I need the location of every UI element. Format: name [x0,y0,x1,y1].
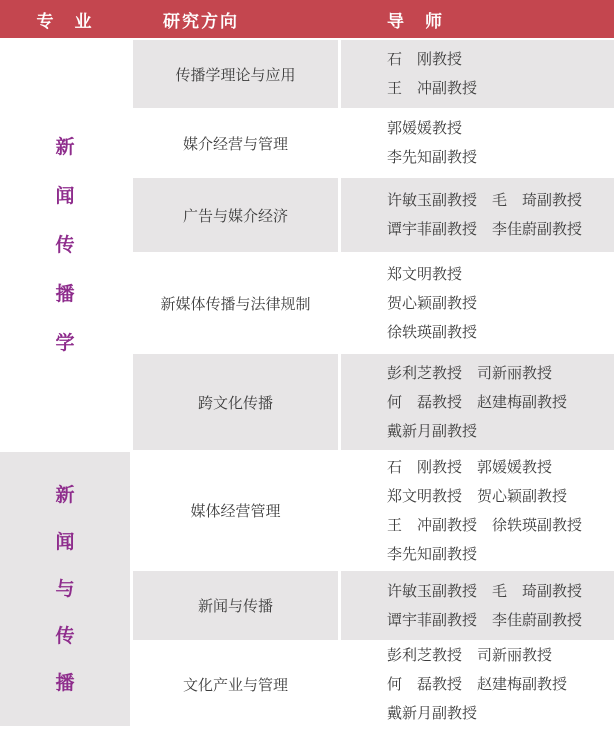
advisor-line: 彭利芝教授 司新丽教授 [387,364,553,382]
advisor-line: 郑文明教授 贺心颖副教授 [387,487,568,505]
major-cell-journalism-communication-studies [0,40,130,450]
advisor-cell [341,110,614,176]
advisor-cell [341,571,614,640]
advisor-line: 谭宇菲副教授 李佳蔚副教授 [387,221,583,238]
advisor-line: 戴新月副教授 [387,422,478,440]
advisor-line: 许敏玉副教授 毛 琦副教授 [387,192,583,209]
direction-cell: 新媒体传播与法律规制 [133,254,338,352]
advisor-cell [341,642,614,726]
major-char: 传 [55,234,75,256]
major-char: 闻 [55,531,75,553]
table-header [0,0,614,38]
direction-cell: 跨文化传播 [133,354,338,450]
header-direction: 研究方向 [163,11,239,31]
advisor-line: 李先知副教授 [387,545,478,563]
advisor-cell [341,452,614,569]
advisor-cell [341,178,614,252]
advisor-line: 石 刚教授 [387,51,463,68]
direction-cell: 新闻与传播 [133,571,338,640]
advisor-line: 郑文明教授 [387,265,463,283]
advisor-line: 谭宇菲副教授 李佳蔚副教授 [387,611,583,629]
advisor-line: 李先知副教授 [387,149,478,166]
advisor-line: 徐轶瑛副教授 [387,323,478,341]
advisor-line: 戴新月副教授 [387,704,478,722]
advisor-line: 石 刚教授 郭媛媛教授 [387,458,553,476]
major-char: 传 [55,625,75,647]
major-char: 新 [55,136,75,158]
direction-cell: 文化产业与管理 [133,642,338,726]
table-body [0,40,614,726]
major-char: 播 [55,283,75,305]
direction-cell: 广告与媒介经济 [133,178,338,252]
advisor-line: 贺心颖副教授 [387,294,478,312]
major-cell-journalism-and-communication [0,452,130,726]
major-char: 闻 [55,185,75,207]
direction-cell: 媒体经营管理 [133,452,338,569]
advisor-cell [341,40,614,108]
header-advisor: 导 师 [387,11,444,31]
major-char: 播 [55,672,75,694]
advisor-line: 郭媛媛教授 [387,120,463,137]
advisor-line: 彭利芝教授 司新丽教授 [387,646,553,664]
major-char: 与 [55,578,75,600]
major-char: 新 [55,484,75,506]
major-char: 学 [55,332,75,354]
advisor-cell [341,354,614,450]
header-major: 专 业 [36,11,94,31]
advisor-line: 何 磊教授 赵建梅副教授 [387,393,568,411]
direction-cell: 媒介经营与管理 [133,110,338,176]
advisor-line: 许敏玉副教授 毛 琦副教授 [387,582,583,600]
advisor-line: 王 冲副教授 [387,80,478,97]
advisor-line: 何 磊教授 赵建梅副教授 [387,675,568,693]
advisor-cell [341,254,614,352]
direction-cell: 传播学理论与应用 [133,40,338,108]
advisor-line: 王 冲副教授 徐轶瑛副教授 [387,516,583,534]
